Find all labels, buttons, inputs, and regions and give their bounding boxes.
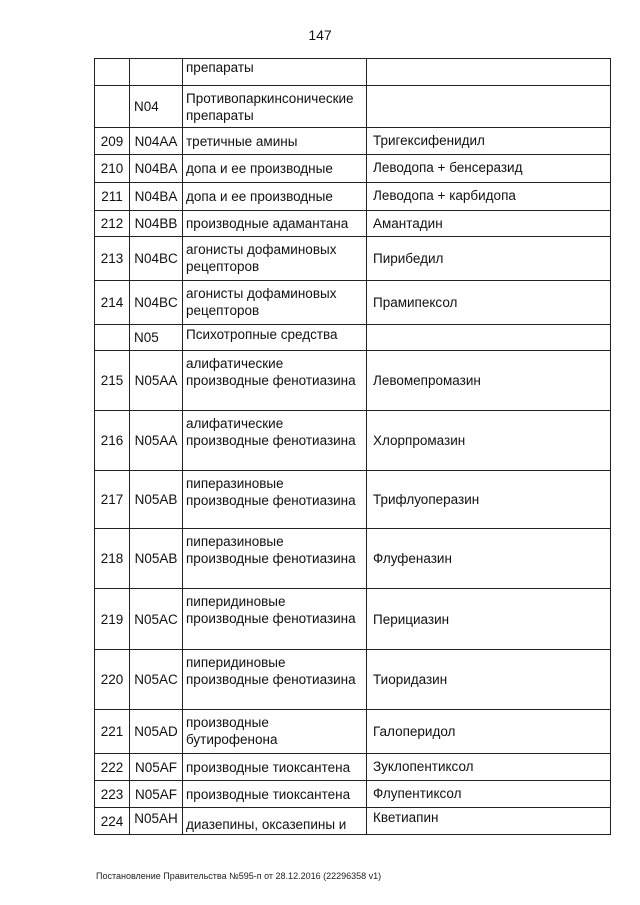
atc-code: N05AB [130,471,183,529]
table-row [95,237,611,281]
table-row [95,351,611,411]
row-number: 218 [95,529,130,589]
atc-code: N04BA [130,183,183,211]
row-number: 211 [95,183,130,211]
drug-name: Трифлуоперазин [367,471,611,529]
table-row [95,325,611,351]
row-number: 216 [95,411,130,471]
row-number: 209 [95,128,130,155]
atc-code: N05AA [130,351,183,411]
row-number: 213 [95,237,130,281]
group-name: допа и ее производные [183,155,367,183]
drug-name: Галоперидол [367,710,611,754]
drug-name: Тригексифенидил [367,128,611,155]
row-number: 217 [95,471,130,529]
atc-code [130,59,183,86]
table-row [95,86,611,128]
group-name: пиперидиновые производные фенотиазина [183,650,367,710]
atc-code: N04 [130,86,183,128]
drug-name [367,59,611,86]
row-number [95,86,130,128]
group-name: препараты [183,59,367,86]
table-row [95,281,611,325]
drug-name [367,325,611,351]
row-number: 221 [95,710,130,754]
atc-code: N05 [130,325,183,351]
table-row [95,529,611,589]
row-number: 219 [95,589,130,650]
group-name: пиперидиновые производные фенотиазина [183,589,367,650]
atc-code: N04BB [130,211,183,237]
atc-code: N05AB [130,529,183,589]
group-name: агонисты дофаминовых рецепторов [183,237,367,281]
group-name: агонисты дофаминовых рецепторов [183,281,367,325]
drug-name: Перициазин [367,589,611,650]
table-row [95,710,611,754]
atc-code: N04AA [130,128,183,155]
drug-name: Пирибедил [367,237,611,281]
row-number: 215 [95,351,130,411]
group-name: пиперазиновые производные фенотиазина [183,529,367,589]
group-name: пиперазиновые производные фенотиазина [183,471,367,529]
page-number: 147 [308,27,332,43]
row-number: 212 [95,211,130,237]
table-row [95,155,611,183]
atc-code: N05AH [130,808,183,835]
drug-name: Амантадин [367,211,611,237]
drug-table [94,58,611,835]
group-name: производные бутирофенона [183,710,367,754]
drug-name: Хлорпромазин [367,411,611,471]
drug-name: Флуфеназин [367,529,611,589]
table-row [95,650,611,710]
table-row [95,128,611,155]
footer-note: Постановление Правительства №595-п от 28.12.2016 (22296358 v1) [96,871,382,881]
group-name: Противопаркинсонические препараты [183,86,367,128]
table-row [95,754,611,781]
row-number: 214 [95,281,130,325]
group-name: производные тиоксантена [183,754,367,781]
table-row [95,59,611,86]
atc-code: N04BC [130,237,183,281]
row-number [95,59,130,86]
drug-name: Зуклопентиксол [367,754,611,781]
table-row [95,411,611,471]
row-number: 210 [95,155,130,183]
group-name: производные тиоксантена [183,781,367,808]
row-number: 222 [95,754,130,781]
row-number: 220 [95,650,130,710]
group-name: Психотропные средства [183,325,367,351]
group-name: третичные амины [183,128,367,155]
group-name: алифатические производные фенотиазина [183,351,367,411]
drug-name: Флупентиксол [367,781,611,808]
atc-code: N04BC [130,281,183,325]
atc-code: N05AF [130,754,183,781]
drug-name: Кветиапин [367,808,611,835]
drug-name: Левомепромазин [367,351,611,411]
group-name: производные адамантана [183,211,367,237]
atc-code: N05AF [130,781,183,808]
row-number: 223 [95,781,130,808]
table-row [95,781,611,808]
atc-code: N05AC [130,650,183,710]
table-row [95,211,611,237]
table-row [95,808,611,835]
table-row [95,471,611,529]
group-name: допа и ее производные [183,183,367,211]
atc-code: N05AC [130,589,183,650]
drug-name: Прамипексол [367,281,611,325]
table-row [95,183,611,211]
drug-name: Леводопа + карбидопа [367,183,611,211]
atc-code: N05AD [130,710,183,754]
row-number: 224 [95,808,130,835]
drug-name [367,86,611,128]
drug-name: Тиоридазин [367,650,611,710]
drug-name: Леводопа + бенсеразид [367,155,611,183]
group-name: алифатические производные фенотиазина [183,411,367,471]
atc-code: N04BA [130,155,183,183]
table-row [95,589,611,650]
group-name: диазепины, оксазепины и [183,808,367,835]
row-number [95,325,130,351]
atc-code: N05AA [130,411,183,471]
